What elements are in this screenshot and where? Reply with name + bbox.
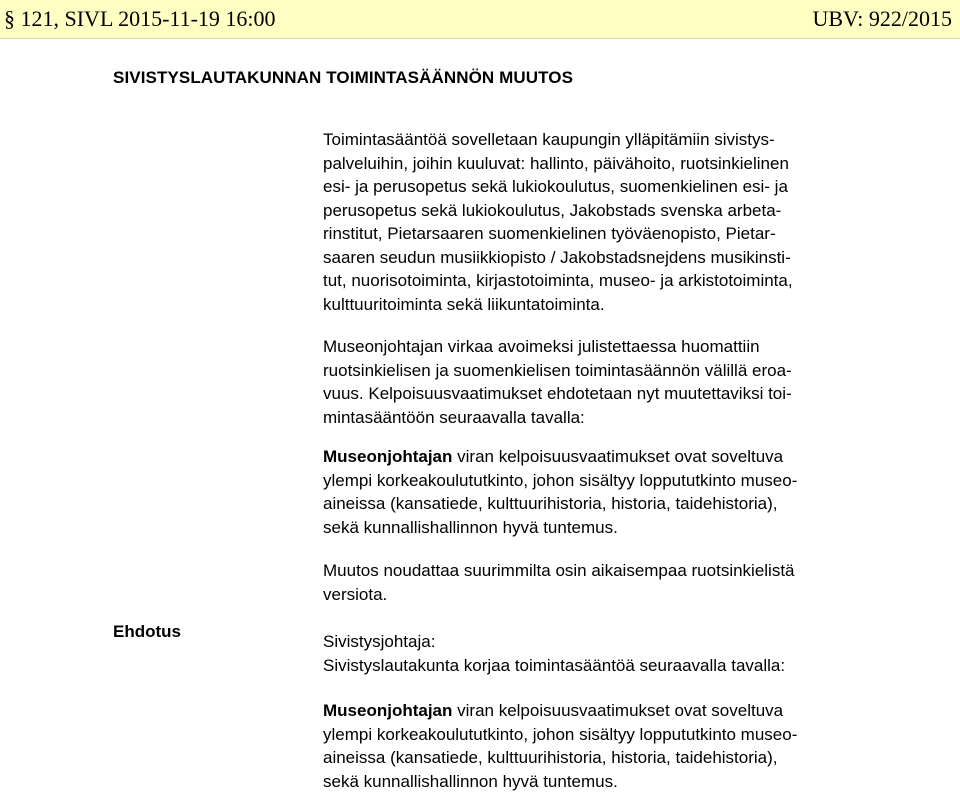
text-line: aineissa (kansatiede, kulttuurihistoria, historia, taidehistoria), (323, 748, 778, 767)
bold-term: Museonjohtajan (323, 447, 453, 466)
text-line: palveluihin, joihin kuuluvat: hallinto, päivähoito, ruotsinkielinen (323, 153, 789, 173)
text-line: ylempi korkeakoulututkinto, johon sisältyy loppututkinto museo- (323, 470, 798, 490)
text-line: rinstitut, Pietarsaaren suomenkielinen työväenopisto, Pietar- (323, 224, 776, 243)
document-header (0, 0, 960, 39)
text-line: kulttuuritoiminta sekä liikuntatoiminta. (323, 294, 605, 314)
text-line: Sivistysjohtaja: (323, 632, 436, 651)
text-line: sekä kunnallishallinnon hyvä tuntemus. (323, 517, 618, 537)
document-title: SIVISTYSLAUTAKUNNAN TOIMINTASÄÄNNÖN MUUTOS (113, 68, 574, 87)
bold-term: Museonjohtajan (323, 701, 453, 720)
text-line: ruotsinkielisen ja suomenkielisen toimintasäännön välillä eroa- (323, 360, 792, 380)
paragraph-director-proposal (323, 630, 883, 677)
paragraph-scope (323, 128, 883, 316)
paragraph-background (323, 335, 883, 429)
text-line: perusopetus sekä lukiokoulutus, Jakobstads svenska arbeta- (323, 200, 782, 220)
text-fragment: viran kelpoisuusvaatimukset ovat soveltuva (452, 447, 784, 466)
text-line: saaren seudun musiikkiopisto / Jakobstadsnejdens musikinsti- (323, 247, 791, 267)
text-line: tut, nuorisotoiminta, kirjastotoiminta, museo- ja arkistotoiminta, (323, 271, 793, 290)
text-line: Sivistyslautakunta korjaa toimintasääntöä seuraavalla tavalla: (323, 655, 786, 675)
paragraph-qualification-proposal (323, 445, 883, 539)
paragraph-note (323, 559, 883, 606)
text-line (323, 699, 883, 723)
paragraph-qualification-final (323, 699, 883, 793)
text-line: ylempi korkeakoulututkinto, johon sisältyy loppututkinto museo- (323, 724, 798, 744)
text-line: vuus. Kelpoisuusvaatimukset ehdotetaan nyt muutettaviksi toi- (323, 384, 792, 403)
text-line: Toimintasääntöä sovelletaan kaupungin ylläpitämiin sivistys- (323, 130, 775, 149)
text-line: sekä kunnallishallinnon hyvä tuntemus. (323, 771, 618, 791)
proposal-label: Ehdotus (113, 622, 181, 641)
text-line: aineissa (kansatiede, kulttuurihistoria, historia, taidehistoria), (323, 494, 778, 513)
text-line: mintasääntöön seuraavalla tavalla: (323, 407, 585, 427)
text-fragment: viran kelpoisuusvaatimukset ovat soveltuva (452, 701, 784, 720)
document-body (323, 128, 883, 793)
text-line (323, 445, 883, 469)
header-case-number: UBV: 922/2015 (812, 6, 952, 31)
text-line: Muutos noudattaa suurimmilta osin aikaisempaa ruotsinkielistä (323, 561, 795, 580)
text-line: esi- ja perusopetus sekä lukiokoulutus, suomenkielinen esi- ja (323, 177, 788, 196)
header-section-reference: § 121, SIVL 2015-11-19 16:00 (4, 6, 276, 31)
text-line: versiota. (323, 584, 388, 604)
text-line: Museonjohtajan virkaa avoimeksi julistettaessa huomattiin (323, 337, 760, 356)
